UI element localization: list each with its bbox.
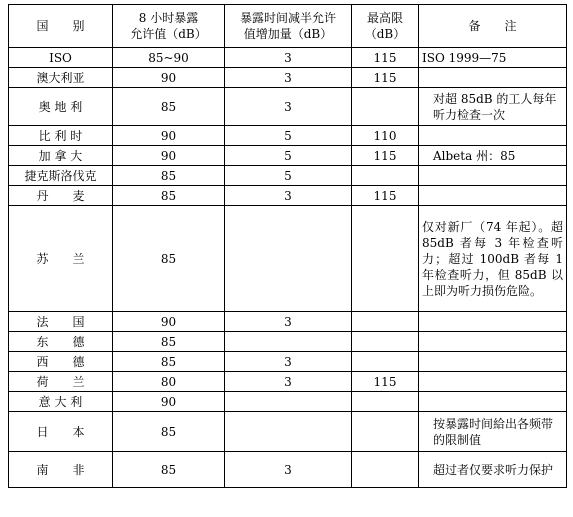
cell-halving	[225, 332, 352, 352]
cell-country: 苏 兰	[9, 206, 113, 312]
cell-max	[352, 452, 419, 488]
cell-halving: 3	[225, 352, 352, 372]
table-row	[9, 206, 567, 312]
cell-remark: ISO 1999—75	[419, 48, 567, 68]
cell-country: 日 本	[9, 412, 113, 452]
cell-country: 西 德	[9, 352, 113, 372]
header-halving-increment: 暴露时间减半允许 值增加量（dB）	[225, 5, 352, 48]
cell-country: 法 国	[9, 312, 113, 332]
header-country: 国 别	[9, 5, 113, 48]
cell-halving: 5	[225, 166, 352, 186]
table-row	[9, 452, 567, 488]
cell-remark	[419, 392, 567, 412]
cell-remark: 按暴露时间給出各频带的限制值	[419, 412, 567, 452]
cell-country: 东 德	[9, 332, 113, 352]
cell-halving: 5	[225, 146, 352, 166]
table-row	[9, 146, 567, 166]
cell-halving	[225, 412, 352, 452]
cell-max: 115	[352, 146, 419, 166]
header-max-limit: 最高限 （dB）	[352, 5, 419, 48]
cell-max: 115	[352, 48, 419, 68]
cell-remark	[419, 332, 567, 352]
cell-country: 南 非	[9, 452, 113, 488]
cell-country: 比 利 时	[9, 126, 113, 146]
cell-max	[352, 392, 419, 412]
table-row	[9, 372, 567, 392]
cell-halving: 3	[225, 372, 352, 392]
cell-halving: 3	[225, 452, 352, 488]
header-row	[9, 5, 567, 48]
table-row	[9, 392, 567, 412]
cell-limit: 90	[113, 146, 225, 166]
cell-limit: 85	[113, 166, 225, 186]
table-row	[9, 166, 567, 186]
cell-max	[352, 412, 419, 452]
cell-max	[352, 332, 419, 352]
cell-max	[352, 312, 419, 332]
cell-limit: 80	[113, 372, 225, 392]
cell-remark	[419, 68, 567, 88]
cell-country: 加 拿 大	[9, 146, 113, 166]
cell-max	[352, 206, 419, 312]
table-row	[9, 412, 567, 452]
cell-limit: 90	[113, 312, 225, 332]
cell-country: 捷克斯洛伐克	[9, 166, 113, 186]
cell-max: 115	[352, 186, 419, 206]
cell-limit: 85~90	[113, 48, 225, 68]
cell-halving	[225, 206, 352, 312]
cell-max	[352, 352, 419, 372]
cell-halving: 3	[225, 88, 352, 126]
cell-limit: 85	[113, 352, 225, 372]
noise-standards-table	[8, 4, 567, 488]
table-row	[9, 332, 567, 352]
cell-remark: 对超 85dB 的工人每年听力检查一次	[419, 88, 567, 126]
cell-halving: 3	[225, 312, 352, 332]
header-remarks: 备 注	[419, 5, 567, 48]
cell-limit: 85	[113, 332, 225, 352]
cell-limit: 85	[113, 412, 225, 452]
cell-remark	[419, 166, 567, 186]
cell-remark	[419, 186, 567, 206]
cell-max: 110	[352, 126, 419, 146]
table-row	[9, 126, 567, 146]
cell-halving: 5	[225, 126, 352, 146]
cell-max: 115	[352, 68, 419, 88]
cell-country: 荷 兰	[9, 372, 113, 392]
header-8h-limit: 8 小时暴露 允许值（dB）	[113, 5, 225, 48]
cell-limit: 85	[113, 452, 225, 488]
cell-country: 澳大利亚	[9, 68, 113, 88]
cell-halving	[225, 392, 352, 412]
cell-remark	[419, 372, 567, 392]
cell-limit: 90	[113, 126, 225, 146]
cell-remark	[419, 352, 567, 372]
cell-limit: 85	[113, 186, 225, 206]
cell-country: 奥 地 利	[9, 88, 113, 126]
table-row	[9, 352, 567, 372]
cell-limit: 90	[113, 392, 225, 412]
cell-remark: 超过者仅要求听力保护	[419, 452, 567, 488]
cell-remark: Albeta 州：85	[419, 146, 567, 166]
cell-limit: 85	[113, 206, 225, 312]
cell-remark: 仅对新厂（74 年起）。超 85dB 者每 3 年检查听力；超过 100dB 者每 1 年检查听力，但 85dB 以上即为听力损伤危险。	[419, 206, 567, 312]
cell-limit: 90	[113, 68, 225, 88]
cell-max	[352, 88, 419, 126]
table-row	[9, 186, 567, 206]
cell-max	[352, 166, 419, 186]
cell-remark	[419, 312, 567, 332]
cell-halving: 3	[225, 48, 352, 68]
cell-limit: 85	[113, 88, 225, 126]
table-row	[9, 68, 567, 88]
table-row	[9, 48, 567, 68]
cell-country: 丹 麦	[9, 186, 113, 206]
table-row	[9, 88, 567, 126]
cell-country: ISO	[9, 48, 113, 68]
cell-halving: 3	[225, 68, 352, 88]
cell-remark	[419, 126, 567, 146]
cell-halving: 3	[225, 186, 352, 206]
cell-country: 意 大 利	[9, 392, 113, 412]
table-row	[9, 312, 567, 332]
cell-max: 115	[352, 372, 419, 392]
